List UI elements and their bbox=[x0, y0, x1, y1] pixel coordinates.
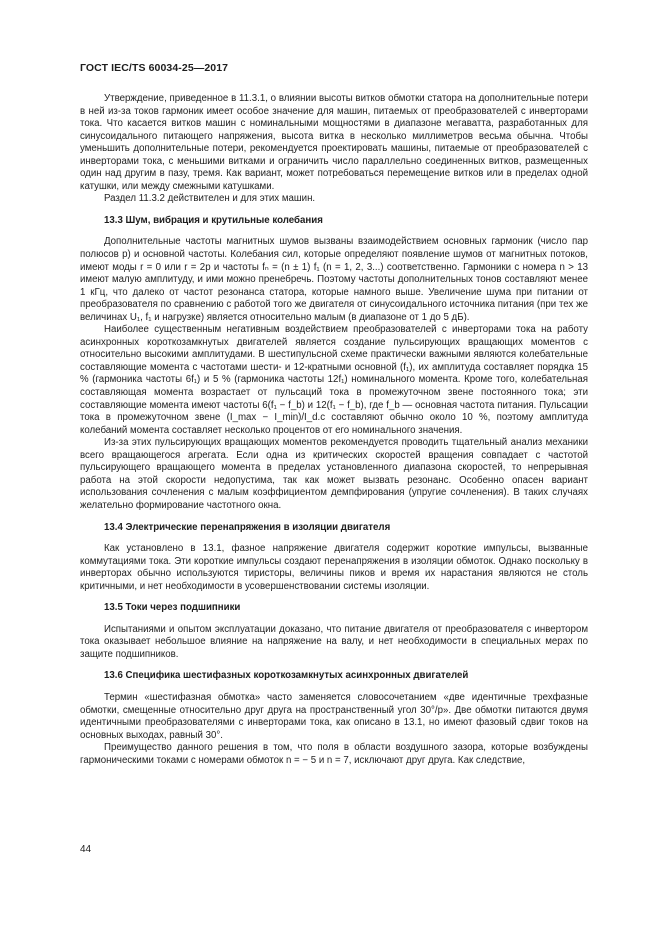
paragraph: Наиболее существенным негативным воздействием преобразователей с инверторами тока на работу асинхронных короткозамкнутых двигателей является создание пульсирующих вращающих моментов с относительно высокими амплитудами. В шестипульсной схеме практически важными являются колебательные составляющие момента с частотами шести- и 12-кратными основной (f₁), их амплитуда составляет порядка 15 % (гармоника частоты 6f₁) и 5 % (гармоника частоты 12f₁) номинального момента. Кроме того, колебательная составляющая момента возрастает от пульсаций тока в промежуточном звене постоянного тока; эти составляющие момента имеют частоты 6(f₁ − f_b) и 12(f₁ − f_b), где f_b — основная частота питания. Пульсации тока в промежуточном звене (I_max − I_min)/I_d.c составляют обычно около 10 %, поэтому амплитуда колебаний момента составляет несколько процентов от его номинального значения. bbox=[80, 324, 588, 436]
section-heading: 13.6 Специфика шестифазных короткозамкнутых асинхронных двигателей bbox=[104, 670, 469, 682]
section-heading: 13.5 Токи через подшипники bbox=[104, 602, 241, 614]
document-header: ГОСТ IEC/TS 60034-25—2017 bbox=[80, 62, 229, 74]
paragraph: Преимущество данного решения в том, что поля в области воздушного зазора, которые возбуждены гармоническими токами с номерами обмоток n = − 5 и n = 7, исключают друг друга. Как следствие, bbox=[80, 742, 588, 766]
section-heading: 13.4 Электрические перенапряжения в изоляции двигателя bbox=[104, 521, 391, 533]
paragraph: Испытаниями и опытом эксплуатации доказано, что питание двигателя от преобразователя с инвертором тока оказывает небольшое влияние на напряжение на валу, и нет необходимости в специальных мерах по защите подшипников. bbox=[80, 623, 588, 660]
paragraph: Термин «шестифазная обмотка» часто заменяется словосочетанием «две идентичные трехфазные обмотки, смещенные относительно друг друга на пространственный угол 30°/p». Две обмотки питаются двумя идентичными преобразователями с инверторами тока, как описано в 13.1, но имеют фазовый сдвиг токов на основных выходах, равный 30°. bbox=[80, 691, 588, 741]
paragraph: Дополнительные частоты магнитных шумов вызваны взаимодействием основных гармоник (число пар полюсов p) и основной частоты. Колебания сил, которые определяют появление шумов от магнитных потоков, имеют моды r = 0 или r = 2p и частоты fₙ = (n ± 1) f₁ (n = 1, 2, 3...) соответственно. Гармоники с номера n > 13 имеют малую амплитуду, и ими можно пренебречь. Поэтому частоты дополнительных тонов составляют менее 1 кГц, что далеко от частот резонанса статора, которые намного выше. Увеличение шума при питании от преобразователя по сравнению с работой того же двигателя от синусоидального источника питания (при тех же величинах U₁, f₁ и нагрузке) является относительно малым (в диапазоне от 1 до 5 дБ). bbox=[80, 236, 588, 323]
section-heading: 13.3 Шум, вибрация и крутильные колебания bbox=[104, 214, 323, 226]
paragraph: Из-за этих пульсирующих вращающих моментов рекомендуется проводить тщательный анализ механики всего вращающегося агрегата. Если одна из критических скоростей вращения совпадает с частотой пульсирующего вращающего момента в пределах установленного диапазона скоростей, то непрерывная работа на этой скорости недопустима, так как может вызвать резонанс. Особенно опасен вариант использования сочленения с малым коэффициентом демпфирования (упругие сочленения). В таких случаях желательно формирование частотного окна. bbox=[80, 437, 588, 511]
paragraph: Раздел 11.3.2 действителен и для этих машин. bbox=[104, 193, 316, 205]
paragraph: Утверждение, приведенное в 11.3.1, о влиянии высоты витков обмотки статора на дополнительные потери в ней из-за токов гармоник имеет особое значение для машин, питаемых от преобразователей с инверторами тока. Что касается витков машин с номинальными мощностями в диапазоне мегаватта, разработанных для синусоидального питающего напряжения, высота витка в несколько миллиметров весьма обычна. Чтобы уменьшить дополнительные потери, рекомендуется проектировать машины, питаемые от преобразователей с инверторами тока, с меньшими витками и ограничить число параллельно соединенных витков, размещенных один над другим в пазу, тремя. Как вариант, может потребоваться перемещение витков или в пределах одной катушки, или между смежными катушками. bbox=[80, 93, 588, 192]
paragraph: Как установлено в 13.1, фазное напряжение двигателя содержит короткие импульсы, вызванные коммутациями тока. Эти короткие импульсы создают перенапряжения в изоляции обмоток. Однако поскольку в инверторах обычно используются тиристоры, величины пиков и время их нарастания являются не столь критичными, и нет необходимости в усовершенствовании системы изоляции. bbox=[80, 543, 588, 592]
document-body bbox=[80, 93, 588, 767]
page-number: 44 bbox=[80, 844, 92, 855]
